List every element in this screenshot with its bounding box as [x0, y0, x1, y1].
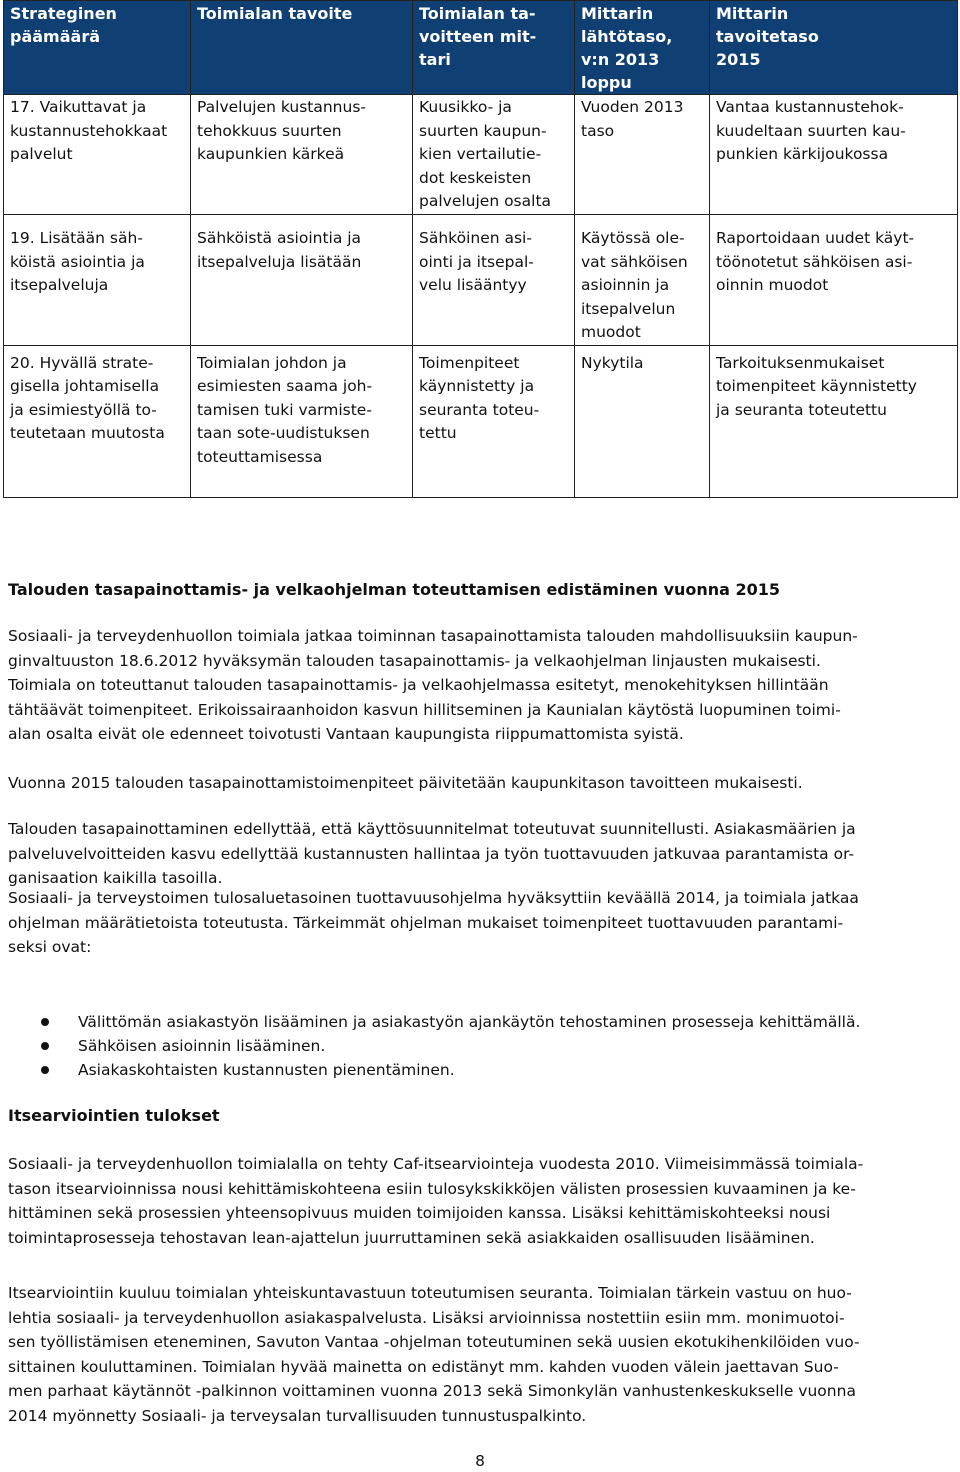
header-baseline-level: Mittarin lähtötaso, v:n 2013 loppu	[575, 1, 710, 95]
goals-table	[3, 0, 958, 498]
page-number: 8	[475, 1452, 485, 1470]
table-row	[4, 215, 958, 346]
bullet-icon	[41, 1018, 49, 1026]
table-cell: Sähköinen asi- ointi ja itsepal- velu lisääntyy	[413, 215, 575, 346]
bullet-icon	[41, 1042, 49, 1050]
header-strategic-goal: Strateginen päämäärä	[4, 1, 191, 95]
table-cell: 20. Hyvällä strate- gisella johtamisella ja esimiestyöllä to- teutetaan muutosta	[4, 345, 191, 497]
paragraph: Sosiaali- ja terveystoimen tulosaluetasoinen tuottavuusohjelma hyväksyttiin keväällä 2014, ja toimiala jatkaa ohjelman määrätietoista toteutusta. Tärkeimmät ohjelman mukaiset toimenpiteet tuottavuuden parantami- seksi ovat:	[8, 889, 859, 956]
table-cell: Käytössä ole- vat sähköisen asioinnin ja itsepalvelun muodot	[575, 215, 710, 346]
table-cell: Tarkoituksenmukaiset toimenpiteet käynnistetty ja seuranta toteutettu	[710, 345, 958, 497]
table-row	[4, 345, 958, 497]
table-cell: Nykytila	[575, 345, 710, 497]
list-item	[8, 1010, 952, 1034]
table-cell: Toimialan johdon ja esimiesten saama joh- tamisen tuki varmiste- taan sote-uudistuksen toteuttamisessa	[191, 345, 413, 497]
paragraph: Sosiaali- ja terveydenhuollon toimiala jatkaa toiminnan tasapainottamista talouden mahdollisuuksiin kaupun- ginvaltuuston 18.6.2012 hyväksymän talouden tasapainottamis- ja velkaohjelman linjausten mukaisesti. Toimiala on toteuttanut talouden tasapainottamis- ja velkaohjelmassa esitetyt, menokehityksen hillintään tähtäävät toimenpiteet. Erikoissairaanhoidon kasvun hillitseminen ja Kaunialan käytöstä luopuminen toimi- alan osalta eivät ole edenneet toivotusti Vantaan kaupungista riippumattomista syistä.	[8, 627, 858, 743]
list-item-text: Asiakaskohtaisten kustannusten pienentäminen.	[78, 1061, 455, 1079]
list-item	[8, 1058, 952, 1082]
table-cell: Toimenpiteet käynnistetty ja seuranta toteu- tettu	[413, 345, 575, 497]
table-cell: Palvelujen kustannus- tehokkuus suurten kaupunkien kärkeä	[191, 95, 413, 215]
paragraph: Talouden tasapainottaminen edellyttää, että käyttösuunnitelmat toteutuvat suunnitellusti. Asiakasmäärien ja palveluvelvoitteiden kasvu edellyttää kustannusten hallintaa ja työn tuottavuuden jatkuvaa parantamista or- ganisaation kaikilla tasoilla.	[8, 820, 856, 887]
table-cell: Sähköistä asiointia ja itsepalveluja lisätään	[191, 215, 413, 346]
section-heading-budget-balancing: Talouden tasapainottamis- ja velkaohjelman toteuttamisen edistäminen vuonna 2015	[8, 580, 781, 599]
table-cell: Kuusikko- ja suurten kaupun- kien vertailutie- dot keskeisten palvelujen osalta	[413, 95, 575, 215]
table-cell: Vantaa kustannustehok- kuudeltaan suurten kau- punkien kärkijoukossa	[710, 95, 958, 215]
paragraph: Sosiaali- ja terveydenhuollon toimialalla on tehty Caf-itsearviointeja vuodesta 2010. Viimeisimmässä toimiala- tason itsearvioinnissa nousi kehittämiskohteena esiin tulosykskikköjen välisten prosessien kuvaaminen ja ke- hittäminen sekä prosessien yhteensopivuus muiden toimijoiden kanssa. Lisäksi kehittämiskohteeksi nousi toimintaprosesseja tehostavan lean-ajattelun juurruttaminen sekä asiakkaiden osallisuuden lisääminen.	[8, 1155, 864, 1247]
header-goal-indicator: Toimialan ta- voitteen mit- tari	[413, 1, 575, 95]
list-item	[8, 1034, 952, 1058]
list-item-text: Välittömän asiakastyön lisääminen ja asiakastyön ajankäytön tehostaminen prosesseja kehittämällä.	[78, 1013, 861, 1031]
table-cell: Vuoden 2013 taso	[575, 95, 710, 215]
table-cell: 19. Lisätään säh- köistä asiointia ja itsepalveluja	[4, 215, 191, 346]
list-item-text: Sähköisen asioinnin lisääminen.	[78, 1037, 326, 1055]
table-cell: 17. Vaikuttavat ja kustannustehokkaat palvelut	[4, 95, 191, 215]
paragraph: Vuonna 2015 talouden tasapainottamistoimenpiteet päivitetään kaupunkitason tavoitteen mukaisesti.	[8, 774, 803, 792]
table-cell: Raportoidaan uudet käyt- töönotetut sähköisen asi- oinnin muodot	[710, 215, 958, 346]
paragraph: Itsearviointiin kuuluu toimialan yhteiskuntavastuun toteutumisen seuranta. Toimialan tärkein vastuu on huo- lehtia sosiaali- ja terveydenhuollon asiakaspalvelusta. Lisäksi arvioinnissa nostettiin esiin mm. monimuotoi- sen työllistämisen eteneminen, Savuton Vantaa -ohjelman toteutuminen sekä uusien ekotukihenkilöiden vuo- sittainen kouluttaminen. Toimialan hyvää mainetta on edistänyt mm. kahden vuoden välein jaettavan Suo- men parhaat käytännöt -palkinnon voittaminen vuonna 2013 sekä Simonkylän vanhustenkeskukselle vuonna 2014 myönnetty Sosiaali- ja terveysalan turvallisuuden tunnustuspalkinto.	[8, 1284, 860, 1425]
section-heading-self-assessment: Itsearviointien tulokset	[8, 1106, 220, 1125]
table-header-row	[4, 1, 958, 95]
table-row	[4, 95, 958, 215]
bullet-icon	[41, 1066, 49, 1074]
header-sector-goal: Toimialan tavoite	[191, 1, 413, 95]
header-target-level: Mittarin tavoitetaso 2015	[710, 1, 958, 95]
bullet-list	[8, 1010, 952, 1082]
